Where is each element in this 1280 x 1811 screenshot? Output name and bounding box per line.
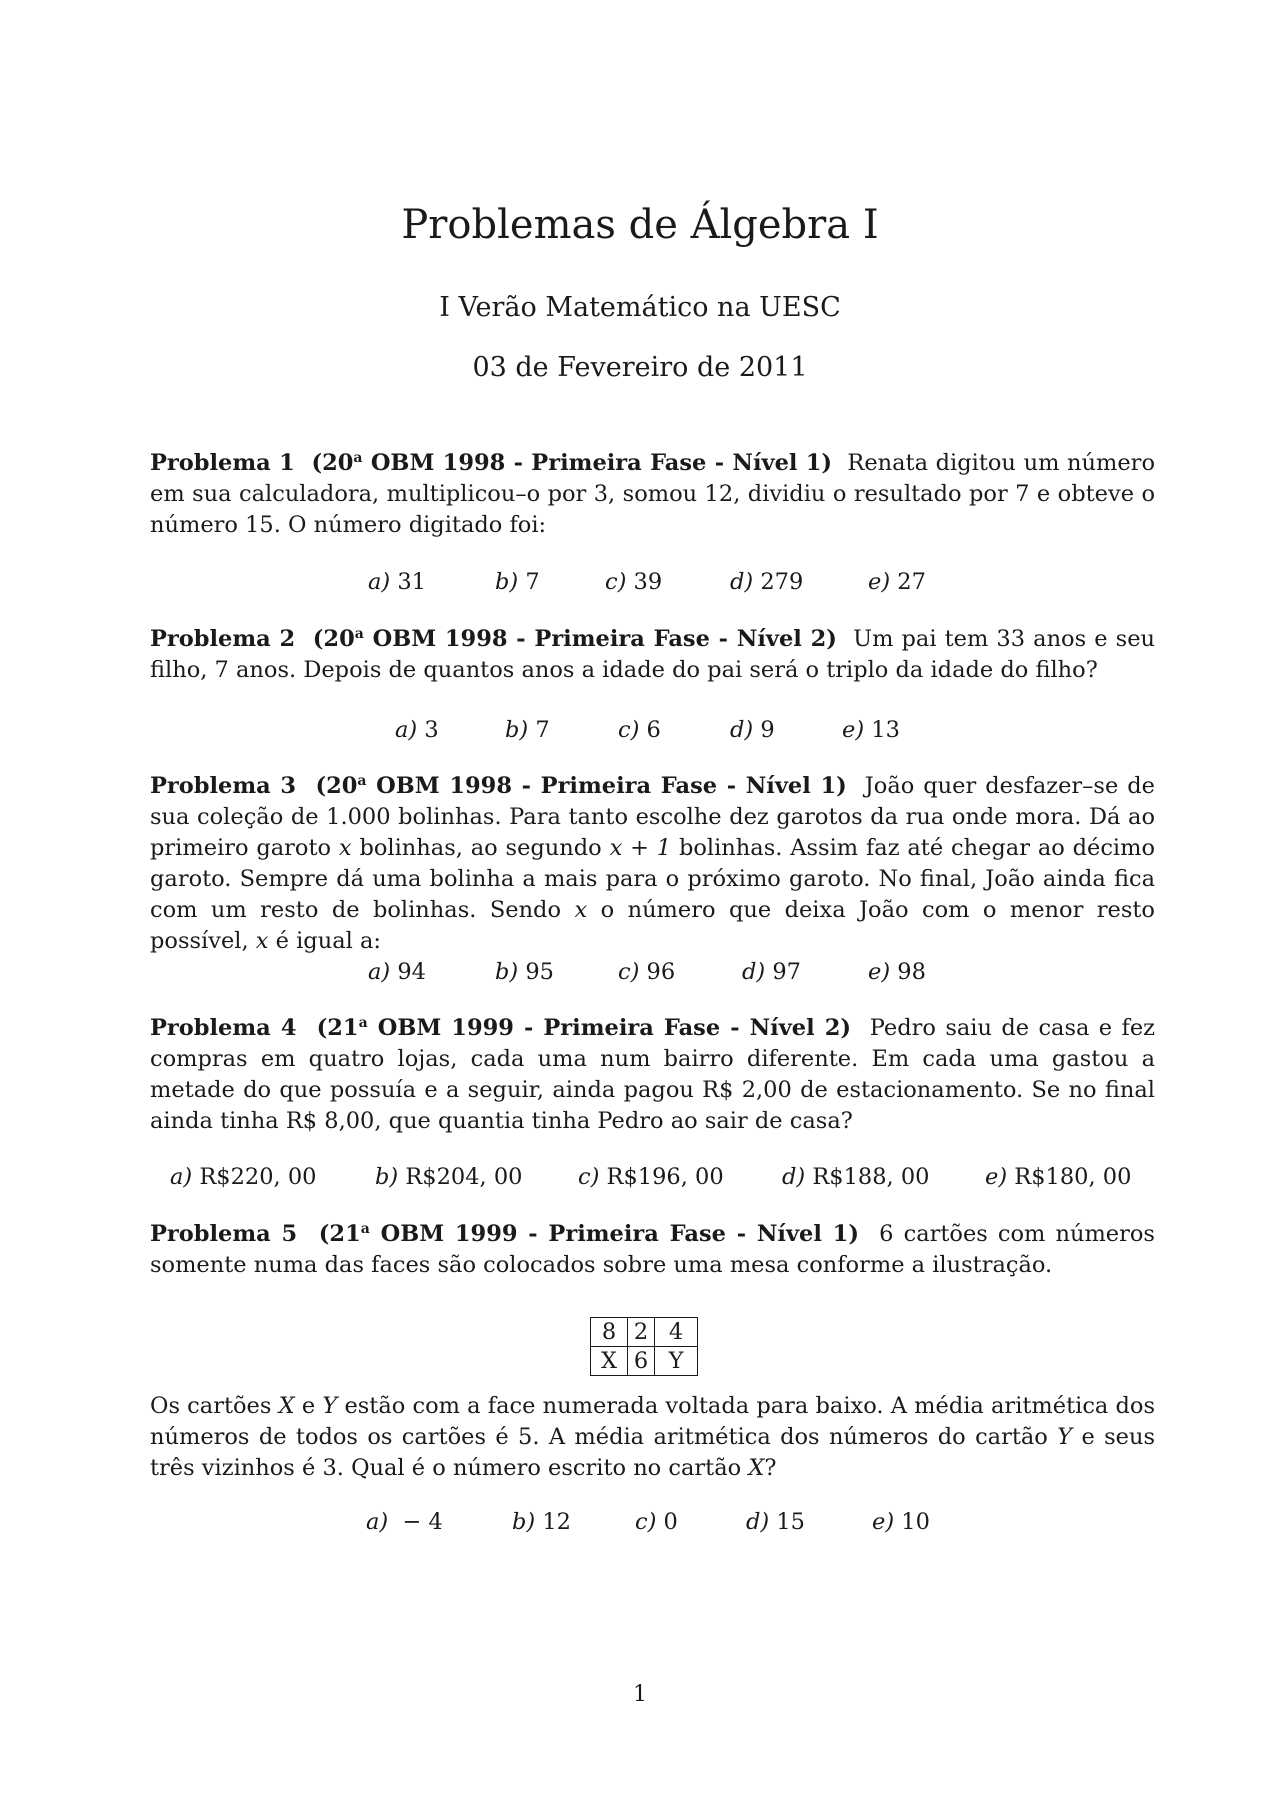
problem-4-heading: Problema 4 (21$^a$ OBM 1999 - Primeira Fase - Nível 2) [150,1015,852,1041]
problem-2-heading: Problema 2 (20$^a$ OBM 1998 - Primeira Fase - Nível 2) [150,626,837,652]
problem-4 [150,1013,1155,1137]
problem-3-text: João quer desfazer–se de sua coleção de 1.000 bolinhas. Para tanto escolhe dez garotos da rua onde mora. Dá ao primeiro garoto x bolinhas, ao segundo x + 1 bolinhas. Assim faz até chegar ao décimo garoto. Sempre dá uma bolinha a mais para o próximo garoto. No final, João ainda fica com um resto de bolinhas. Sendo x o número que deixa João com o menor resto possível, x é igual a: [150,773,1156,954]
problem-4-text: Pedro saiu de casa e fez compras em quatro lojas, cada uma num bairro diferente. Em cada uma gastou a metade do que possuía e a seguir, ainda pagou R$ 2,00 de estacionamento. Se no final ainda tinha R$ 8,00, que quantia tinha Pedro ao sair de casa? [150,1015,1155,1134]
problem-5 [150,1219,1155,1281]
option-e: e) 98 [868,959,926,985]
option-b: b) 7 [495,569,540,595]
option-d: d) 279 [730,569,804,595]
problem-1-heading: Problema 1 (20$^a$ OBM 1998 - Primeira Fase - Nível 1) [150,450,833,476]
card: Y [655,1347,698,1376]
document-title: Problemas de Álgebra I [401,202,879,248]
option-a: a) 94 [368,959,426,985]
problem-1-text: Renata digitou um número em sua calculadora, multiplicou–o por 3, somou 12, dividiu o resultado por 7 e obteve o número 15. O número digitado foi: [150,450,1155,538]
problem-2-text: Um pai tem 33 anos e seu filho, 7 anos. Depois de quantos anos a idade do pai será o triplo da idade do filho? [150,626,1156,683]
problem-2-options [0,714,1280,746]
card: 8 [591,1318,628,1347]
option-b: b) R$204, 00 [375,1164,523,1190]
cards-grid [590,1317,698,1376]
option-d: d) 9 [730,717,775,743]
event-subtitle: I Verão Matemático na UESC [439,292,841,323]
option-e: e) 10 [872,1509,930,1535]
option-c: c) R$196, 00 [578,1164,724,1190]
option-b: b) 12 [512,1509,571,1535]
problem-5-text: 6 cartões com números somente numa das faces são colocados sobre uma mesa conforme a ilustração. [150,1221,1155,1278]
cards-row [591,1347,698,1376]
problem-5-question: Os cartões X e Y estão com a face numerada voltada para baixo. A média aritmética dos números de todos os cartões é 5. A média aritmética dos números do cartão Y e seus três vizinhos é 3. Qual é o número escrito no cartão X? [150,1393,1156,1481]
problem-5-heading: Problema 5 (21$^a$ OBM 1999 - Primeira Fase - Nível 1) [150,1221,859,1247]
option-a: a) R$220, 00 [170,1164,317,1190]
option-d: d) R$188, 00 [782,1164,930,1190]
document-date: 03 de Fevereiro de 2011 [472,352,808,383]
option-e: e) 27 [868,569,926,595]
option-c: c) 6 [618,717,661,743]
problem-3-options [0,956,1280,988]
problem-3 [150,771,1155,957]
problem-5-options [0,1506,1280,1538]
option-c: c) 96 [618,959,676,985]
option-c: c) 39 [605,569,663,595]
option-a: a) 31 [368,569,426,595]
option-a: a) − 4 [366,1509,443,1535]
option-d: d) 15 [746,1509,805,1535]
problem-2 [150,624,1155,686]
card: 6 [628,1347,655,1376]
page-number: 1 [633,1682,647,1707]
card: 2 [628,1318,655,1347]
option-e: e) 13 [842,717,900,743]
problem-1 [150,448,1155,541]
option-a: a) 3 [395,717,439,743]
cards-row [591,1318,698,1347]
option-b: b) 7 [505,717,550,743]
card: 4 [655,1318,698,1347]
problem-4-options [0,1161,1280,1193]
problem-3-heading: Problema 3 (20$^a$ OBM 1998 - Primeira Fase - Nível 1) [150,773,847,799]
problem-1-options [0,566,1280,598]
option-e: e) R$180, 00 [985,1164,1132,1190]
option-b: b) 95 [495,959,554,985]
card: X [591,1347,628,1376]
option-c: c) 0 [635,1509,678,1535]
option-d: d) 97 [742,959,801,985]
